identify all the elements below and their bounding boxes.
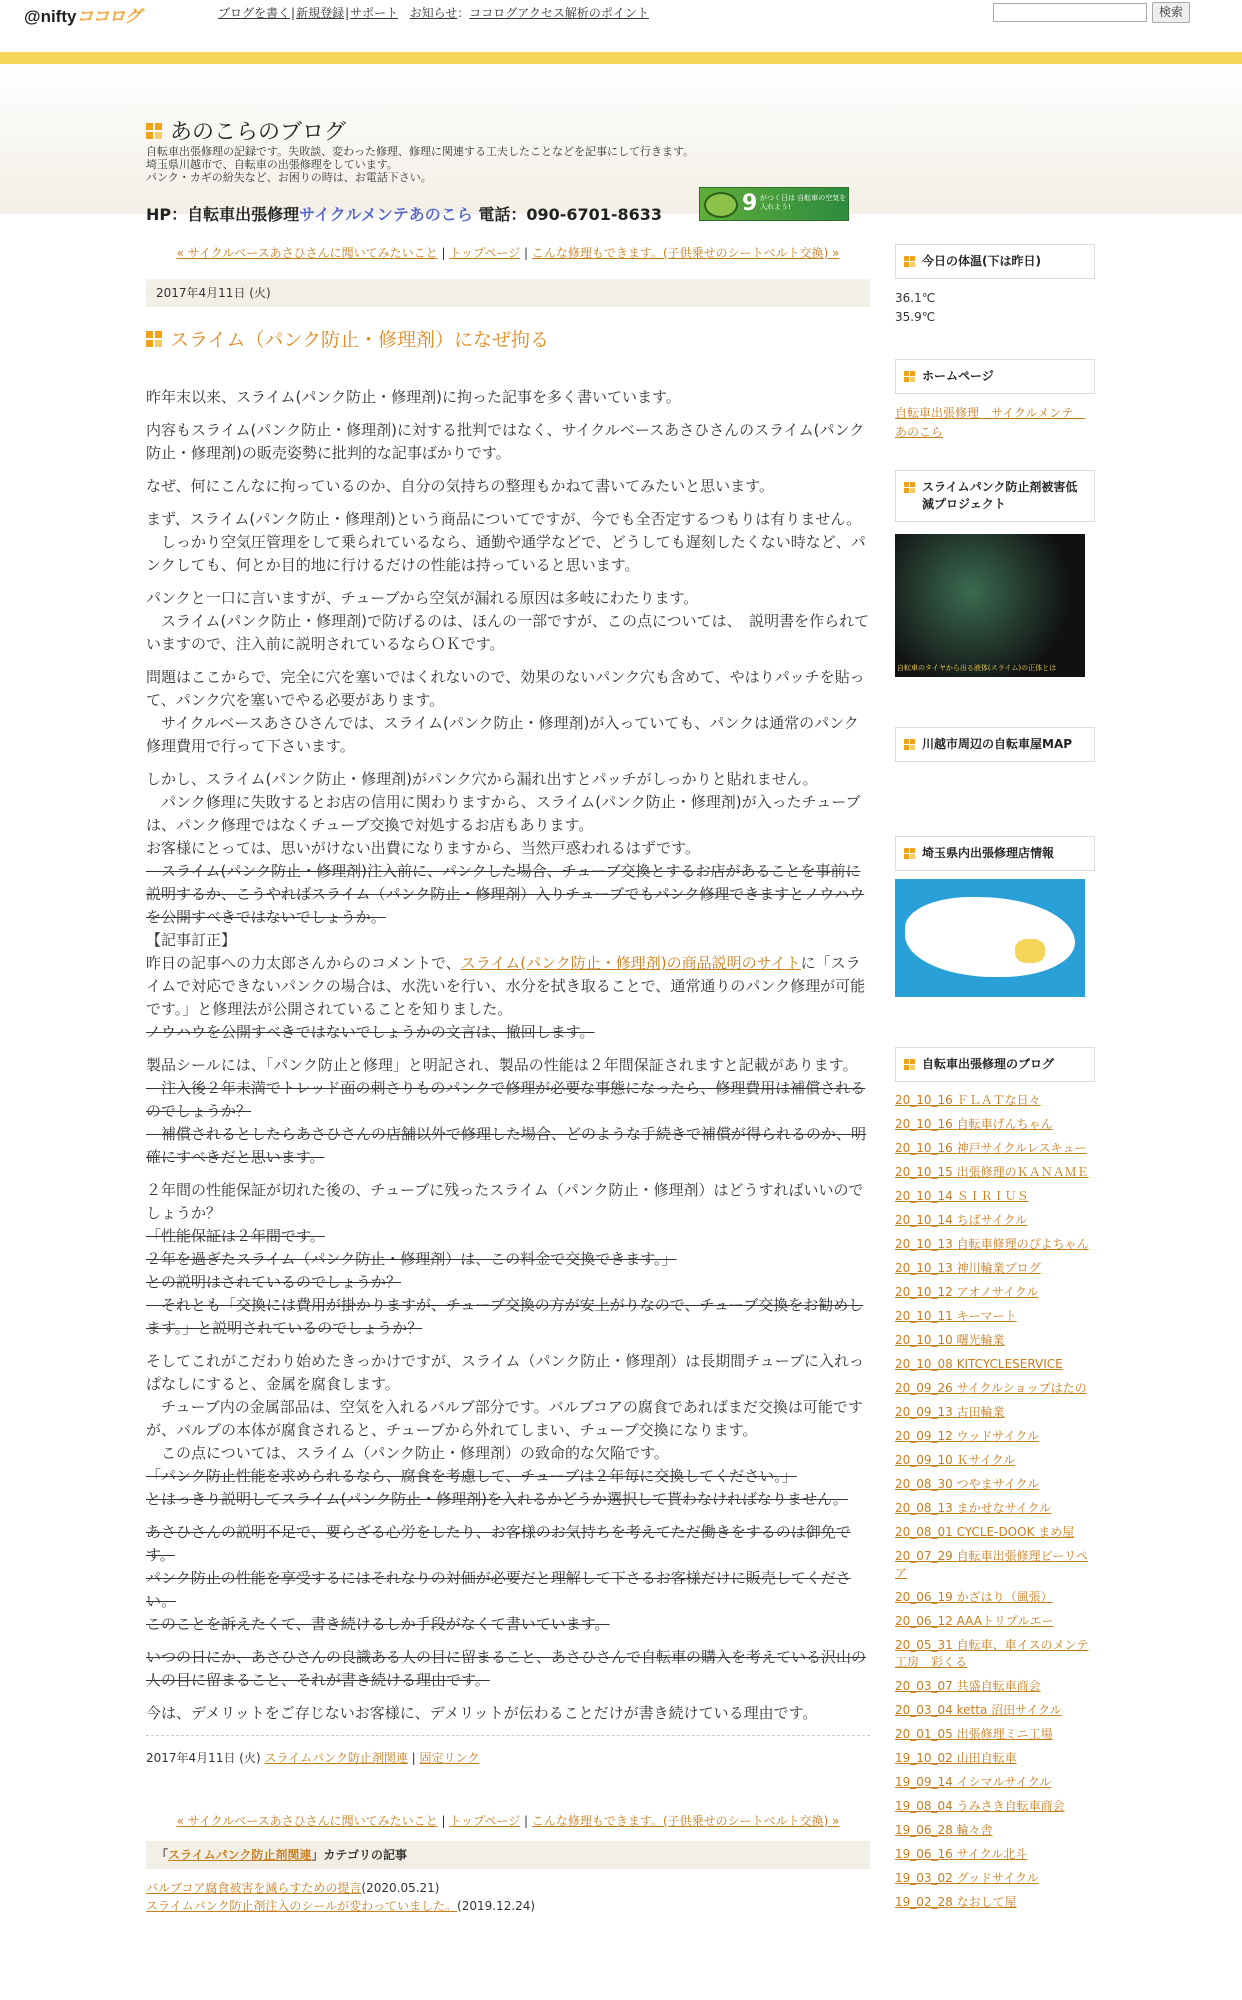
top-page-link[interactable]: トップページ — [449, 1814, 521, 1828]
blog-link[interactable]: 20_09_26 サイクルショップはたの — [895, 1381, 1087, 1395]
blog-link[interactable]: 20_08_30 つやまサイクル — [895, 1477, 1040, 1491]
blog-link[interactable]: 19_08_04 うみさき自転車商会 — [895, 1799, 1065, 1813]
post-title[interactable]: スライム（パンク防止・修理剤）になぜ拘る — [146, 325, 870, 352]
header-stripe — [0, 52, 1242, 64]
blog-link[interactable]: 20_08_01 CYCLE-DOOK まめ屋 — [895, 1525, 1075, 1539]
blog-link[interactable]: 20_10_16 ＦＬＡＴな日々 — [895, 1093, 1041, 1107]
title-bullet-icon — [146, 123, 162, 139]
blog-description: 自転車出張修理の記録です。失敗談、変わった修理、修理に関連する工夫したことなどを記事にして行きます。 埼玉県川越市で、自転車の出張修理をしています。 パンク・カギの紛失など、お困りの時は、お電話下さい。 — [146, 145, 695, 184]
product-site-link[interactable]: スライム(パンク防止・修理剤)の商品説明のサイト — [460, 954, 801, 972]
blog-link[interactable]: 20_06_19 かざはり（風張） — [895, 1590, 1053, 1604]
blog-link[interactable]: 20_10_16 神戸サイクルレスキュー — [895, 1141, 1087, 1155]
prev-post-link[interactable]: « サイクルベースあさひさんに聞いてみたいこと — [176, 1814, 438, 1828]
blog-link[interactable]: 19_06_16 サイクル北斗 — [895, 1847, 1028, 1861]
temp-values: 36.1℃ 35.9℃ — [895, 291, 936, 324]
blog-link[interactable]: 19_06_28 輪々舎 — [895, 1823, 993, 1837]
next-post-link[interactable]: こんな修理もできます。(子供乗せのシートベルト交換) » — [531, 246, 840, 260]
blog-link[interactable]: 20_10_08 KITCYCLESERVICE — [895, 1357, 1063, 1371]
saitama-title: 埼玉県内出張修理店情報 — [895, 836, 1095, 871]
blog-link[interactable]: 20_09_13 古田輪業 — [895, 1405, 1005, 1419]
notice-label[interactable]: お知らせ — [409, 6, 458, 20]
bullet-icon — [904, 371, 915, 382]
category-article-link[interactable]: スライムパンク防止剤注入のシールが変わっていました。 — [146, 1899, 458, 1913]
search-button[interactable]: 検索 — [1152, 2, 1190, 23]
nav-write-blog[interactable]: ブログを書く — [218, 6, 291, 20]
notice-link[interactable]: ココログアクセス解析のポイント — [469, 6, 649, 20]
blog-link[interactable]: 20_10_16 自転車げんちゃん — [895, 1117, 1053, 1131]
blog-link[interactable]: 20_10_11 キーマート — [895, 1309, 1017, 1323]
blog-link[interactable]: 20_08_13 まかせなサイクル — [895, 1501, 1052, 1515]
saitama-map-image[interactable] — [895, 879, 1085, 997]
sidebar — [895, 244, 1095, 1928]
post-body: 昨年末以来、スライム(パンク防止・修理剤)に拘った記事を多く書いています。 内容もスライム(パンク防止・修理剤)に対する批判ではなく、サイクルベースあさひさんのスライム(パンク防止・修理剤)の販売姿勢に批判的な記事ばかりです。 なぜ、何にこんなに拘っているのか、自分の気持ちの整理もかねて書いてみたいと思います。 まず、スライム(パンク防止・修理剤)という商品についてですが、今でも全否定するつもりは有りません。 しっかり空気圧管理をして乗られているなら、通勤や通学などで、どうしても遅刻したくない時など、パンクしても、何とか目的地に行けるだけの性能は持っていると思います。 パンクと一口に言いますが、チューブから空気が漏れる原因は多岐にわたります。 スライム(パンク防止・修理剤)で防げるのは、ほんの一部ですが、この点については、 説明書を作られていますので、注入前に説明されているならＯＫです。 問題はここからで、完全に穴を塞いではくれないので、効果のないパンク穴も含めて、やはりパッチを貼って、パンク穴を塞いでやる必要があります。 サイクルベースあさひさんでは、スライム(パンク防止・修理剤)が入っていても、パンクは通常のパンク修理費用で行って下さいます。 しかし、スライム(パンク防止・修理剤)がパンク穴から漏れ出すとパッチがしっかりと貼れません。 パンク修理に失敗するとお店の信用に関わりますから、スライム(パンク防止・修理剤)が入ったチューブは、パンク修理ではなくチューブ交換で対処するお店もあります。 お客様にとっては、思いがけない出費になりますから、当然戸惑われるはずです。 スライム(パンク防止・修理剤)注入前に、パンクした場合、チューブ交換とするお店があることを事前に説明するか、こうやればスライム（パンク防止・修理剤）入りチューブでもパンク修理できますとノウハウを公開すべきではないでしょうか。 【記事訂正】 昨日の記事への力太郎さんからのコメントで、スライム(パンク防止・修理剤)の商品説明のサイトに「スライムで対応できないパンクの場合は、水洗いを行い、水分を拭き取ることで、通常通りのパンク修理が可能です。」と修理法が公開されていることを知りました。 ノウハウを公開すべきではないでしょうかの文言は、撤回します。 製品シールには、「パンク防止と修理」と明記され、製品の性能は２年間保証されますと記載があります。 注入後２年未満でトレッド面の刺さりものパンクで修理が必要な事態になったら、修理費用は補償されるのでしょうか？ 補償されるとしたらあさひさんの店舗以外で修理した場合、どのような手続きで補償が得られるのか、明確にすべきだと思います。 ２年間の性能保証が切れた後の、チューブに残ったスライム（パンク防止・修理剤）はどうすればいいのでしょうか？ 「性能保証は２年間です。 ２年を過ぎたスライム（パンク防止・修理剤）は、この料金で交換できます。」 との説明はされているのでしょうか？ それとも「交換には費用が掛かりますが、チューブ交換の方が安上がりなので、チューブ交換をお勧めします。」と説明されているのでしょうか？ そしてこれがこだわり始めたきっかけですが、スライム（パンク防止・修理剤）は長期間チューブに入れっぱなしにすると、金属を腐食します。 チューブ内の金属部品は、空気を入れるバルブ部分です。バルブコアの腐食であればまだ交換は可能ですが、バルブの本体が腐食されると、チューブから外れてしまい、チューブ交換になります。 この点については、スライム（パンク防止・修理剤）の致命的な欠陥です。 「パンク防止性能を求められるなら、腐食を考慮して、チューブは２年毎に交換してください。」 とはっきり説明してスライム(パンク防止・修理剤)を入れるかどうか選択して貰わなければなりません。 あさひさんの説明不足で、要らざる心労をしたり、お客様のお気持ちを考えてただ働きをするのは御免です。 パンク防止の性能を享受するにはそれなりの対価が必要だと理解して下さるお客様だけに販売してください。 このことを訴えたくて、書き続けるしか手段がなくて書いています。 いつの日にか、あさひさんの良識ある人の目に留まること、あさひさんで自転車の購入を考えている沢山の人の目に留まること、それが書き続ける理由です。 今は、デメリットをご存じないお客様に、デメリットが伝わることだけが書き続けている理由です。 — [146, 388, 870, 1722]
permalink[interactable]: 固定リンク — [419, 1751, 480, 1765]
category-header: 「スライムパンク防止剤関連」カテゴリの記事 — [146, 1841, 870, 1869]
bicycle-icon — [704, 192, 738, 218]
blog-link[interactable]: 20_05_31 自転車、車イスのメンテ工房 彩くる — [895, 1638, 1089, 1669]
next-post-link[interactable]: こんな修理もできます。(子供乗せのシートベルト交換) » — [531, 1814, 840, 1828]
blog-list-title: 自転車出張修理のブログ — [895, 1047, 1095, 1082]
blog-list — [895, 1082, 1095, 1928]
bullet-icon — [904, 256, 915, 267]
title-bullet-icon — [146, 331, 162, 347]
bullet-icon — [904, 739, 915, 750]
bullet-icon — [904, 482, 915, 493]
blog-link[interactable]: 20_10_10 曙光輪業 — [895, 1333, 1005, 1347]
nav-support[interactable]: サポート — [350, 6, 399, 20]
post-category-link[interactable]: スライムパンク防止剤関連 — [264, 1751, 408, 1765]
temp-title: 今日の体温(下は昨日) — [895, 244, 1095, 279]
home-link[interactable]: 自転車出張修理 サイクルメンテ あのこら — [895, 406, 1086, 439]
nav-register[interactable]: 新規登録 — [296, 6, 345, 20]
category-article-link[interactable]: バルブコア腐食被害を減らすための提言 — [146, 1881, 362, 1895]
global-nav: ブログを書く|新規登録|サポート お知らせ：ココログアクセス解析のポイント — [218, 6, 649, 20]
blog-link[interactable]: 20_10_13 自転車修理のぴよちゃん — [895, 1237, 1089, 1251]
post-footer: 2017年4月11日 (火) スライムパンク防止剤関連 | 固定リンク — [146, 1735, 870, 1766]
blog-link[interactable]: 20_10_14 ちばサイクル — [895, 1213, 1028, 1227]
post-date: 2017年4月11日 (火) — [146, 279, 870, 307]
search-input[interactable] — [993, 3, 1147, 22]
blog-link[interactable]: 20_03_04 ketta 沼田サイクル — [895, 1703, 1062, 1717]
blog-link[interactable]: 20_10_15 出張修理のＫＡＮＡＭＥ — [895, 1165, 1089, 1179]
map-title[interactable]: 川越市周辺の自転車屋MAP — [895, 727, 1095, 762]
post-nav-bottom: « サイクルベースあさひさんに聞いてみたいこと | トップページ | こんな修理もできます。(子供乗せのシートベルト交換) » — [176, 1814, 840, 1828]
top-bar — [0, 0, 1242, 26]
post-nav-top: « サイクルベースあさひさんに聞いてみたいこと | トップページ | こんな修理もできます。(子供乗せのシートベルト交換) » — [176, 246, 840, 260]
blog-link[interactable]: 20_01_05 出張修理ミニ工場 — [895, 1727, 1053, 1741]
blog-link[interactable]: 20_10_13 神川輪業ブログ — [895, 1261, 1041, 1275]
slime-tire-image[interactable]: 自転車のタイヤから出る液体(スライム)の正体とは — [895, 534, 1085, 677]
main-column — [146, 244, 870, 1915]
blog-link[interactable]: 19_09_14 イシマルサイクル — [895, 1775, 1052, 1789]
blog-link[interactable]: 20_06_12 AAAトリプルエー — [895, 1614, 1054, 1628]
bullet-icon — [904, 1059, 915, 1070]
home-title: ホームページ — [895, 359, 1095, 394]
project-title: スライムパンク防止剤被害低減プロジェクト — [895, 470, 1095, 522]
blog-link[interactable]: 20_10_14 ＳＩＲＩＵＳ — [895, 1189, 1029, 1203]
blog-link[interactable]: 19_02_28 なおして屋 — [895, 1895, 1017, 1909]
home-content — [895, 394, 1095, 452]
blog-link[interactable]: 20_10_12 アオノサイクル — [895, 1285, 1039, 1299]
hp-line: HP：自転車出張修理サイクルメンテあのこら 電話：090-6701-8633 — [146, 205, 663, 224]
category-list — [146, 1879, 870, 1915]
list-item: バルブコア腐食被害を減らすための提言(2020.05.21) — [146, 1881, 440, 1895]
blog-link[interactable]: 19_03_02 グッドサイクル — [895, 1871, 1039, 1885]
blog-link[interactable]: 20_03_07 共盛自転車商会 — [895, 1679, 1041, 1693]
blog-link[interactable]: 20_09_10 Ｋサイクル — [895, 1453, 1016, 1467]
category-link[interactable]: スライムパンク防止剤関連 — [168, 1848, 312, 1862]
top-page-link[interactable]: トップページ — [449, 246, 521, 260]
nifty-logo[interactable]: @niftyココログ — [24, 7, 141, 26]
air-day-banner[interactable]: 9 がつく日は 自転車の空気を入れよう! — [699, 187, 849, 221]
bullet-icon — [904, 848, 915, 859]
hp-link[interactable]: サイクルメンテあのこら — [299, 205, 473, 224]
blog-link[interactable]: 19_10_02 山田自転車 — [895, 1751, 1017, 1765]
list-item: スライムパンク防止剤注入のシールが変わっていました。(2019.12.24) — [146, 1899, 536, 1913]
blog-title[interactable]: あのこらのブログ — [146, 115, 346, 146]
blog-link[interactable]: 20_09_12 ウッドサイクル — [895, 1429, 1039, 1443]
prev-post-link[interactable]: « サイクルベースあさひさんに聞いてみたいこと — [176, 246, 438, 260]
blog-link[interactable]: 20_07_29 自転車出張修理ビーリペア — [895, 1549, 1088, 1580]
